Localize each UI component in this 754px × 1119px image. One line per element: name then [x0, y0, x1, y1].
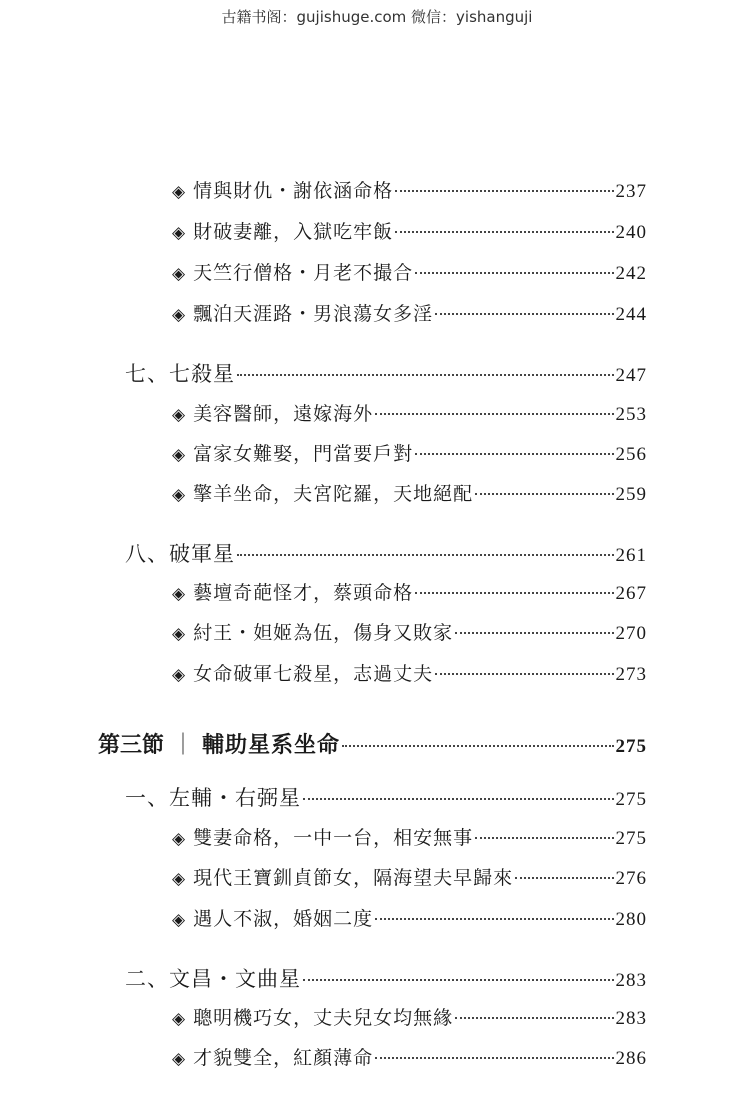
diamond-bullet-icon: ◈ — [172, 584, 186, 604]
toc-entry-page: 280 — [615, 909, 647, 930]
toc-entry-page: 283 — [615, 1008, 647, 1029]
toc-entry[interactable] — [172, 659, 647, 686]
diamond-bullet-icon: ◈ — [172, 264, 186, 284]
toc-heading-title: 七、七殺星 — [125, 362, 235, 386]
dot-leader — [237, 374, 614, 376]
toc-entry[interactable] — [172, 823, 647, 850]
toc-entry-page: 286 — [615, 1048, 647, 1069]
dot-leader — [415, 272, 613, 274]
toc-entry-title: 財破妻離，入獄吃牢飯 — [193, 221, 394, 243]
dot-leader — [395, 231, 613, 233]
toc-entry-title: 天竺行僧格・月老不撮合 — [193, 262, 414, 284]
toc-entry-title: 藝壇奇葩怪才，蔡頭命格 — [193, 582, 414, 604]
toc-entry-page: 267 — [615, 583, 647, 604]
dot-leader — [455, 1017, 613, 1019]
dot-leader — [435, 673, 613, 675]
toc-heading-left-right-assistants[interactable] — [125, 782, 647, 812]
toc-entry[interactable] — [172, 439, 647, 466]
dot-leader — [455, 632, 613, 634]
toc-entry[interactable] — [172, 863, 647, 890]
toc-entry-title: 美容醫師，遠嫁海外 — [193, 403, 374, 425]
diamond-bullet-icon: ◈ — [172, 624, 186, 644]
dot-leader — [475, 837, 613, 839]
toc-entry-page: 242 — [615, 263, 647, 284]
toc-entry-title: 擎羊坐命，夫宮陀羅，天地絕配 — [193, 483, 474, 505]
dot-leader — [515, 877, 613, 879]
toc-entry-title: 才貌雙全，紅顏薄命 — [193, 1047, 374, 1069]
dot-leader — [475, 493, 613, 495]
section-separator: ｜ — [172, 733, 195, 758]
toc-entry[interactable] — [172, 904, 647, 931]
toc-entry-title: 遇人不淑，婚姻二度 — [193, 908, 374, 930]
toc-heading-page: 283 — [615, 970, 647, 991]
toc-entry[interactable] — [172, 618, 647, 645]
toc-heading-seven-killings[interactable] — [125, 358, 647, 388]
toc-entry[interactable] — [172, 217, 647, 244]
diamond-bullet-icon: ◈ — [172, 223, 186, 243]
toc-entry-title: 情與財仇・謝依涵命格 — [193, 180, 394, 202]
toc-entry-title: 現代王寶釧貞節女，隔海望夫早歸來 — [193, 867, 514, 889]
dot-leader — [375, 413, 613, 415]
toc-entry-page: 259 — [615, 484, 647, 505]
toc-heading-wenchang-wenqu[interactable] — [125, 963, 647, 993]
toc-entry-title: 紂王・妲姬為伍，傷身又敗家 — [193, 622, 454, 644]
toc-entry-page: 276 — [615, 868, 647, 889]
toc-section-three[interactable] — [98, 728, 647, 759]
diamond-bullet-icon: ◈ — [172, 829, 186, 849]
toc-entry-page: 275 — [615, 828, 647, 849]
toc-heading-page: 247 — [615, 365, 647, 386]
diamond-bullet-icon: ◈ — [172, 182, 186, 202]
toc-entry[interactable] — [172, 1043, 647, 1070]
toc-entry-page: 256 — [615, 444, 647, 465]
toc-entry-title: 雙妻命格，一中一台，相安無事 — [193, 827, 474, 849]
toc-entry-title: 富家女難娶，門當要戶對 — [193, 443, 414, 465]
toc-entry-page: 240 — [615, 222, 647, 243]
toc-heading-page: 275 — [615, 789, 647, 810]
toc-entry[interactable] — [172, 258, 647, 285]
dot-leader — [395, 190, 613, 192]
toc-entry[interactable] — [172, 479, 647, 506]
toc-heading-title: 二、文昌・文曲星 — [125, 967, 301, 991]
diamond-bullet-icon: ◈ — [172, 485, 186, 505]
dot-leader — [237, 554, 614, 556]
dot-leader — [435, 313, 613, 315]
toc-heading-army-breaker[interactable] — [125, 538, 647, 568]
diamond-bullet-icon: ◈ — [172, 910, 186, 930]
toc-entry-title: 聰明機巧女，丈夫兒女均無緣 — [193, 1007, 454, 1029]
toc-entry-page: 244 — [615, 304, 647, 325]
toc-entry[interactable] — [172, 1003, 647, 1030]
dot-leader — [415, 453, 613, 455]
toc-entry[interactable] — [172, 176, 647, 203]
watermark: 古籍书阁：gujishuge.com 微信：yishanguji — [221, 8, 533, 26]
diamond-bullet-icon: ◈ — [172, 405, 186, 425]
diamond-bullet-icon: ◈ — [172, 665, 186, 685]
toc-entry[interactable] — [172, 299, 647, 326]
toc-heading-page: 261 — [615, 545, 647, 566]
toc-entry[interactable] — [172, 578, 647, 605]
section-number: 第三節 — [98, 732, 165, 758]
toc-entry-page: 253 — [615, 404, 647, 425]
dot-leader — [303, 798, 614, 800]
dot-leader — [415, 592, 613, 594]
section-page: 275 — [615, 736, 647, 757]
toc-entry-page: 273 — [615, 664, 647, 685]
diamond-bullet-icon: ◈ — [172, 1049, 186, 1069]
section-title: 輔助星系坐命 — [202, 732, 341, 758]
diamond-bullet-icon: ◈ — [172, 1009, 186, 1029]
toc-entry-title: 女命破軍七殺星，志過丈夫 — [193, 663, 434, 685]
dot-leader — [342, 745, 613, 747]
toc-entry[interactable] — [172, 399, 647, 426]
toc-entry-page: 237 — [615, 181, 647, 202]
toc-entry-title: 飄泊天涯路・男浪蕩女多淫 — [193, 303, 434, 325]
dot-leader — [375, 1057, 613, 1059]
toc-heading-title: 一、左輔・右弼星 — [125, 786, 301, 810]
toc-entry-page: 270 — [615, 623, 647, 644]
dot-leader — [375, 918, 613, 920]
toc-heading-title: 八、破軍星 — [125, 542, 235, 566]
diamond-bullet-icon: ◈ — [172, 445, 186, 465]
dot-leader — [303, 979, 614, 981]
diamond-bullet-icon: ◈ — [172, 305, 186, 325]
diamond-bullet-icon: ◈ — [172, 869, 186, 889]
